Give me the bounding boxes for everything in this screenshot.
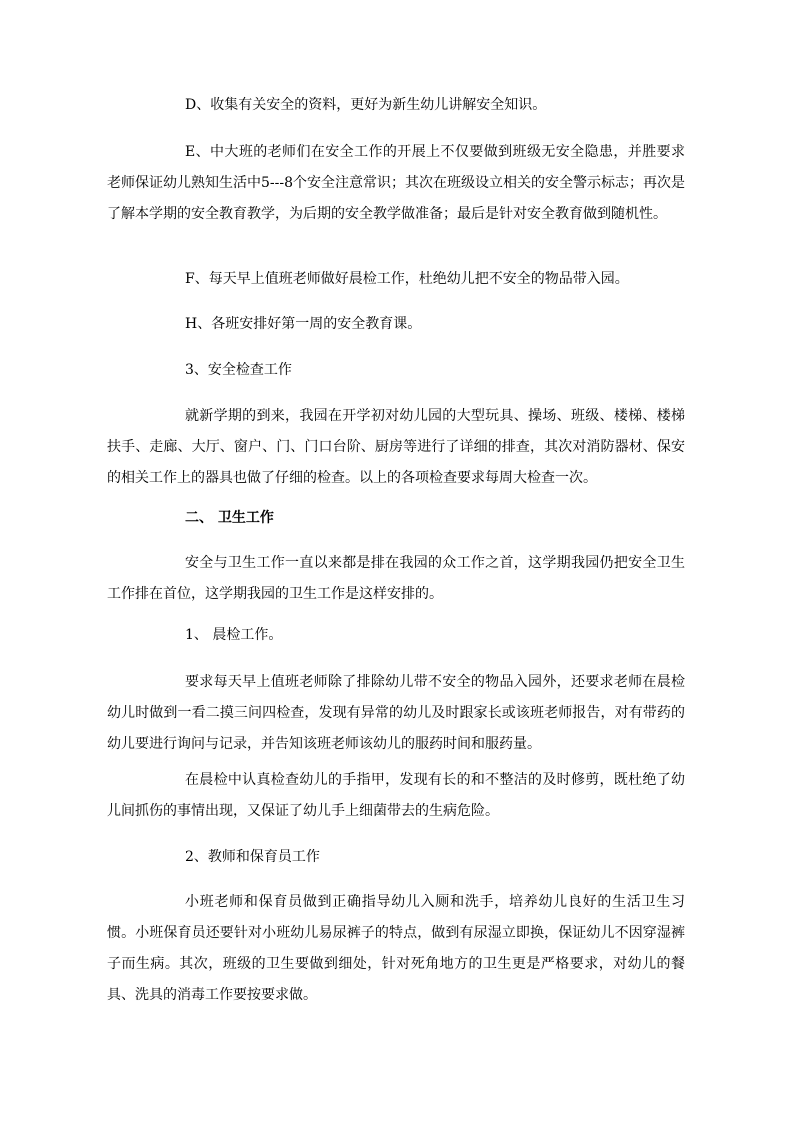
section-heading-teacher-work: 2、教师和保育员工作: [185, 849, 320, 865]
paragraph-hygiene-intro: 安全与卫生工作一直以来都是排在我园的众工作之首，这学期我园仍把安全卫生工作排在首位，这学期我园的卫生工作是这样安排的。: [107, 555, 685, 602]
paragraph-item-f: F、每天早上值班老师做好晨检工作，杜绝幼儿把不安全的物品带入园。: [185, 271, 629, 287]
paragraph-item-e: E、中大班的老师们在安全工作的开展上不仅要做到班级无安全隐患，并胜要求老师保证幼儿熟知生活中5---8个安全注意常识；其次在班级设立相关的安全警示标志；再次是了解本学期的安全教育教学，为后期的安全教学做准备；最后是针对安全教育做到随机性。: [107, 144, 686, 222]
paragraph-item-h: H、各班安排好第一周的安全教育课。: [185, 316, 422, 332]
paragraph-item-d: D、收集有关安全的资料，更好为新生幼儿讲解安全知识。: [185, 97, 547, 113]
paragraph-fingernail-check: 在晨检中认真检查幼儿的手指甲，发现有长的和不整洁的及时修剪，既杜绝了幼儿间抓伤的事情出现，又保证了幼儿手上细菌带去的生病危险。: [107, 772, 685, 819]
paragraph-safety-check: 就新学期的到来，我园在开学初对幼儿园的大型玩具、操场、班级、楼梯、楼梯扶手、走廊、大厅、窗户、门、门口台阶、厨房等进行了详细的排查，其次对消防器材、保安的相关工作上的器具也做了仔细的检查。以上的各项检查要求每周大检查一次。: [107, 408, 685, 486]
section-heading-hygiene: 二、 卫生工作: [185, 510, 274, 526]
paragraph-morning-check: 要求每天早上值班老师除了排除幼儿带不安全的物品入园外，还要求老师在晨检幼儿时做到一看二摸三问四检查，发现有异常的幼儿及时跟家长或该班老师报告，对有带药的幼儿要进行询问与记录，并告知该班老师该幼儿的服药时间和服药量。: [107, 674, 685, 752]
section-heading-safety-check: 3、安全检查工作: [185, 362, 292, 378]
section-heading-morning-check: 1、 晨检工作。: [185, 627, 283, 643]
paragraph-teacher-work: 小班老师和保育员做到正确指导幼儿入厕和洗手，培养幼儿良好的生活卫生习惯。小班保育员还要针对小班幼儿易尿裤子的特点，做到有尿湿立即换，保证幼儿不因穿湿裤子而生病。其次，班级的卫生要做到细处，针对死角地方的卫生更是严格要求，对幼儿的餐具、洗具的消毒工作要按要求做。: [107, 894, 685, 1003]
